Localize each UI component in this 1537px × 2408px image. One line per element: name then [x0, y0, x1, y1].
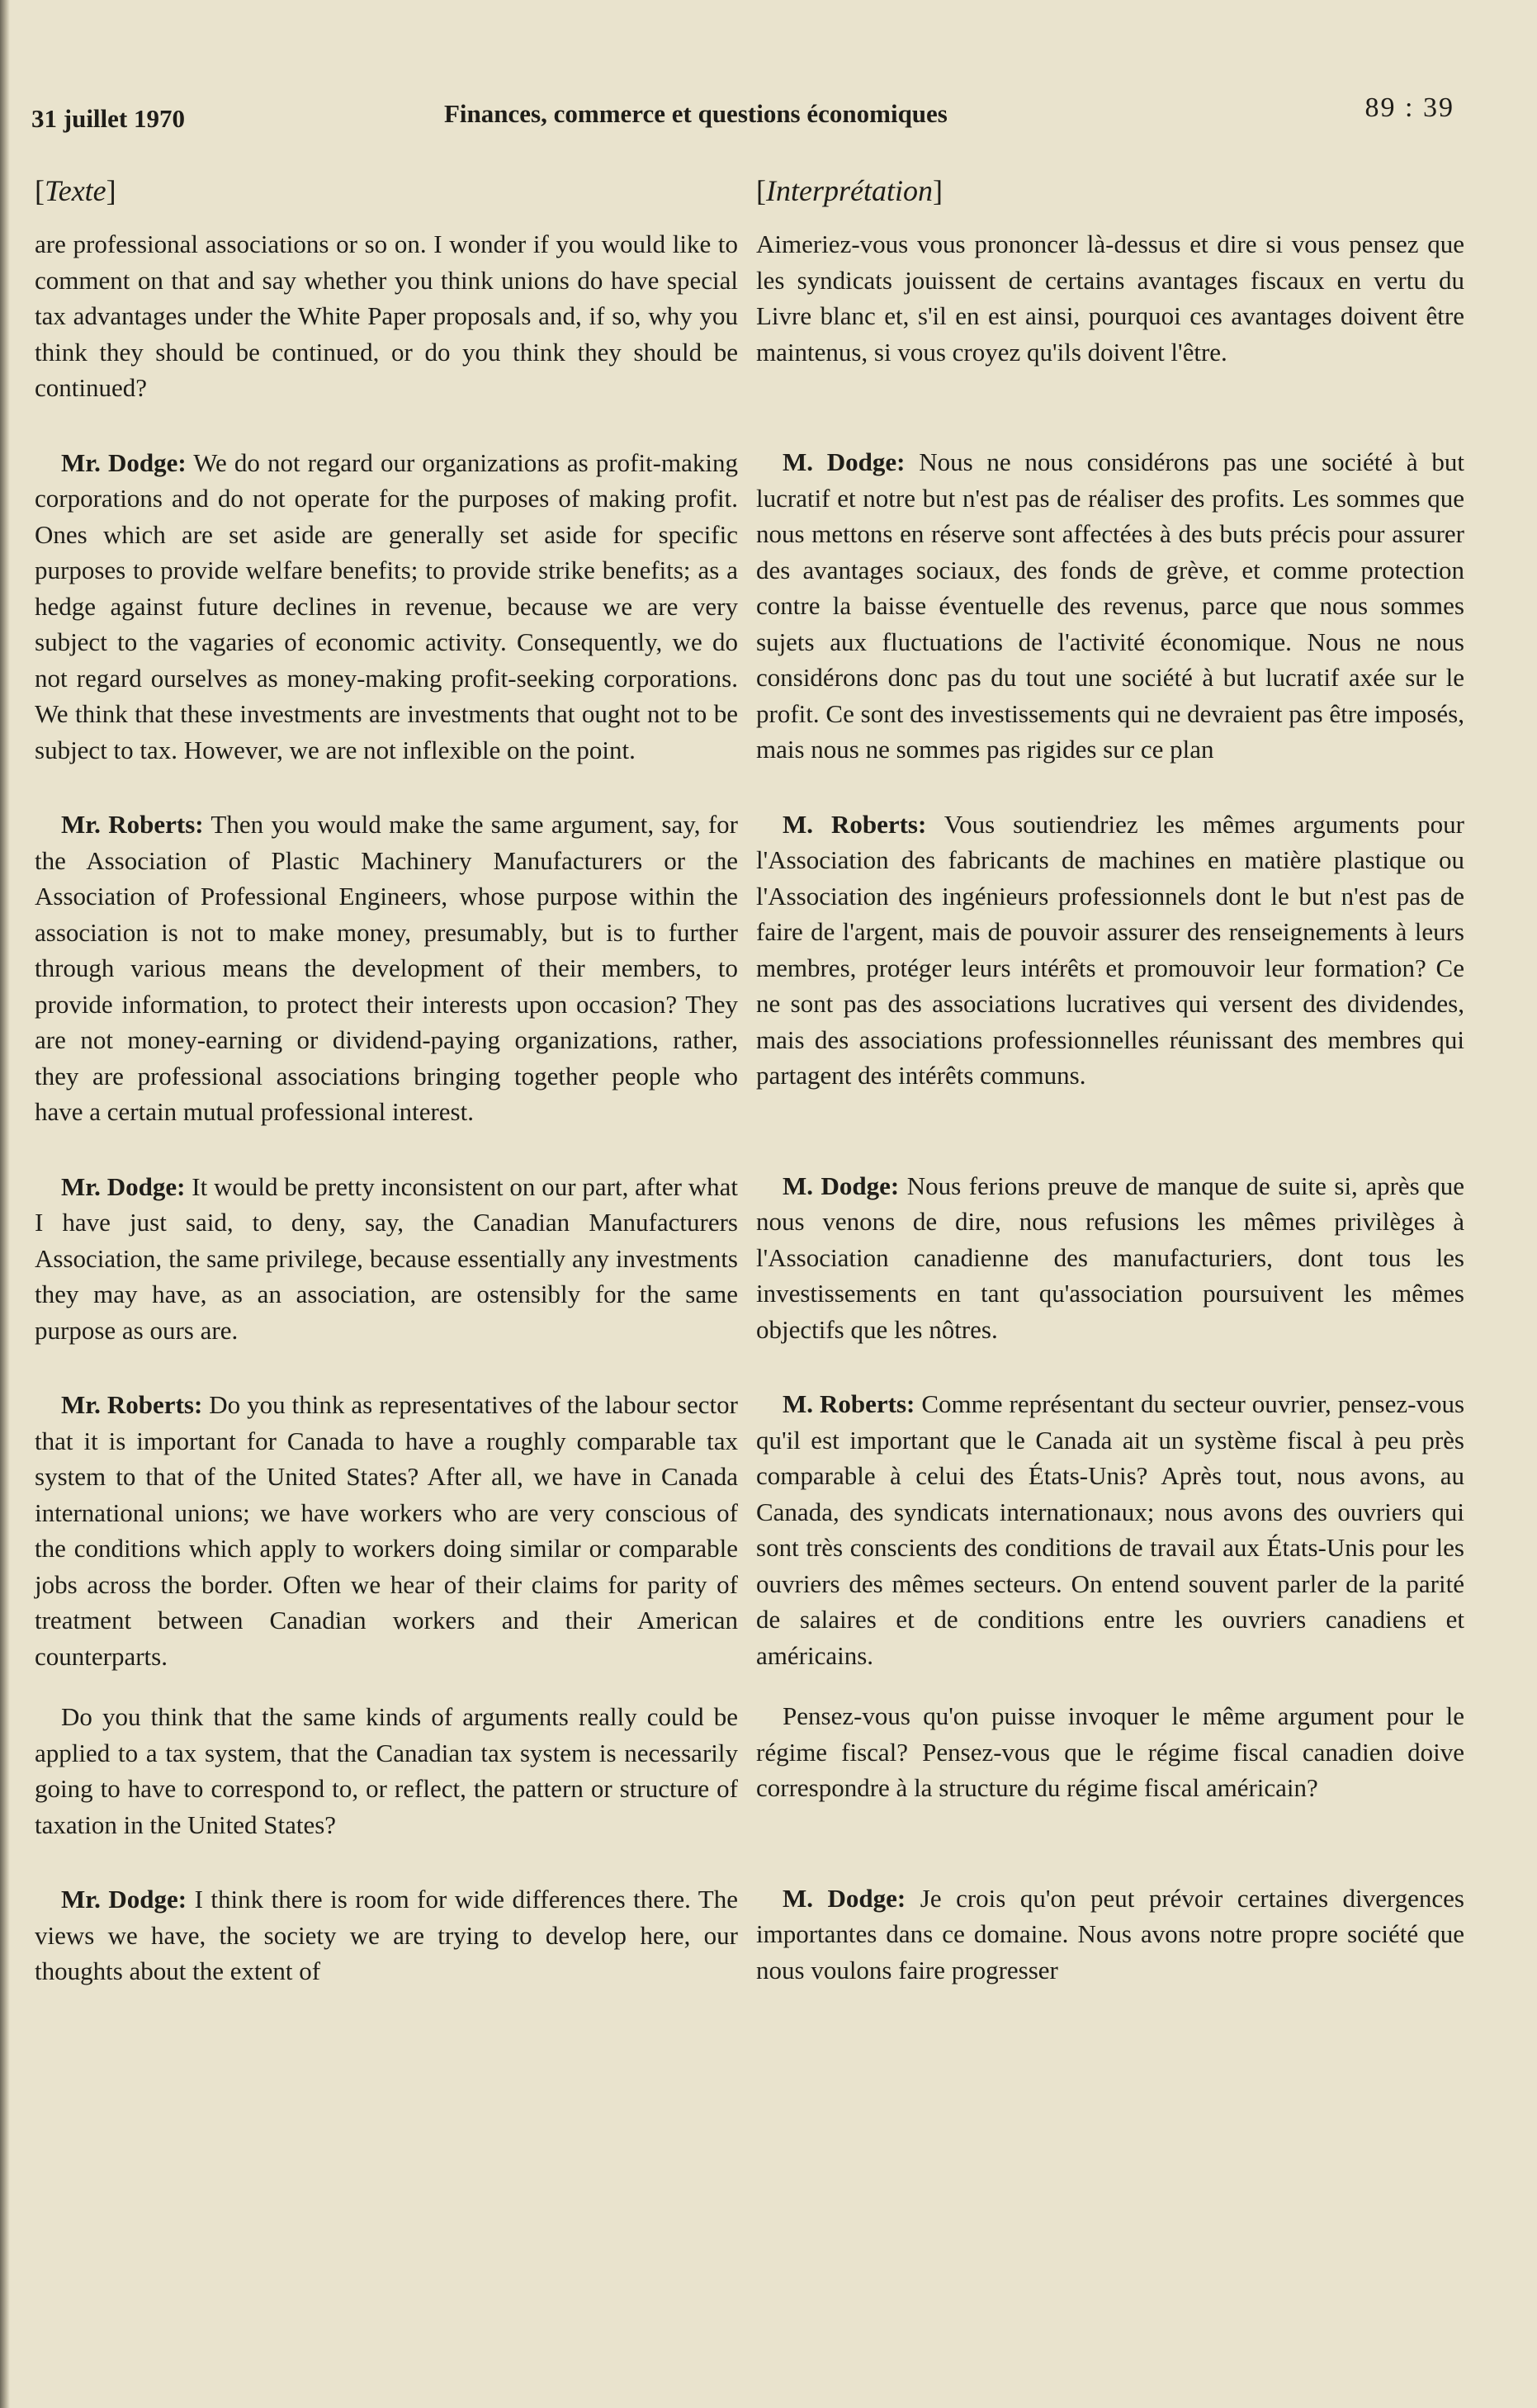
en-paragraph-4: Mr. Dodge: It would be pretty inconsistent on our part, after what I have just said, to deny, say, the Canadian Manufacturers Association, the same privilege, because essentially any investments they may have, as an association, are ostensibly for the same purpose as ours are. [35, 1171, 738, 1345]
speaker-name: M. Dodge: [783, 1883, 906, 1913]
speaker-name: M. Roberts: [783, 809, 927, 839]
en-paragraph-7: Mr. Dodge: I think there is room for wide differences there. The views we have, the society we are trying to develop here, our thoughts about the extent of [35, 1885, 738, 1985]
fr-paragraph-2: M. Dodge: Nous ne nous considérons pas une société à but lucratif et notre but n'est pas de réaliser des profits. Les sommes que nous mettons en réserve sont affectées à des buts précis pour assurer des avantages sociaux, des fonds de grève, et comme protection contre la baisse éventuelle des revenus, parce que nous sommes sujets aux fluctuations de l'activité économique. Nous ne nous considérons donc pas du tout une société à but lucratif axée sur le profit. Ce sont des investissements qui ne devraient pas être imposés, mais nous ne sommes pas rigides sur ce plan [756, 447, 1464, 764]
speaker-name: Mr. Roberts: [61, 810, 204, 839]
en-paragraph-6: Do you think that the same kinds of arguments really could be applied to a tax system, that the Canadian tax system is necessarily going to have to correspond to, or reflect, the pattern or structure of taxation in the United States? [35, 1702, 738, 1839]
fr-paragraph-5: M. Roberts: Comme représentant du secteur ouvrier, pensez-vous qu'il est important que le Canada ait un système fiscal à peu près comparable à celui des États-Unis? Après tout, nous avons, au Canada, des syndicats internationaux; nous avons des ouvriers qui sont très conscients des conditions de travail aux États-Unis pour les ouvriers des mêmes secteurs. On entend souvent parler de la parité de salaires et de conditions entre les ouvriers canadiens et américains. [756, 1389, 1465, 1670]
page-binding-edge [0, 0, 10, 2408]
en-paragraph-3: Mr. Roberts: Then you would make the same argument, say, for the Association of Plastic Machinery Manufacturers or the Association of Professional Engineers, whose purpose within the association is not to make money, presumably, but is to further through various means the development of their members, to provide information, to protect their interests upon occasion? They are not money-earning or dividend-paying organizations, rather, they are professional associations bringing together people who have a certain mutual professional interest. [35, 810, 738, 1126]
en-paragraph-2: Mr. Dodge: We do not regard our organizations as profit-making corporations and do not operate for the purposes of making profit. Ones which are set aside are generally set aside for specific purposes to provide welfare benefits; to provide strike benefits; as a hedge against future declines in revenue, because we are very subject to the vagaries of economic activity. Consequently, we do not regard ourselves as money-making profit-seeking corporations. We think that these investments are investments that ought not to be subject to tax. However, we are not inflexible on the point. [35, 447, 738, 764]
header-date: 31 juillet 1970 [31, 104, 185, 133]
header-title: Finances, commerce et questions économiques [444, 99, 948, 128]
speaker-name: Mr. Dodge: [61, 447, 187, 477]
header-page-number: 89 : 39 [1364, 92, 1454, 123]
speaker-name: Mr. Dodge: [61, 1171, 186, 1201]
speaker-name: M. Roberts: [783, 1389, 915, 1418]
french-column-label: [Interprétation] [756, 174, 943, 207]
english-column-label: [Texte] [35, 174, 116, 207]
speaker-name: M. Dodge: [783, 1171, 900, 1200]
speaker-name: Mr. Dodge: [61, 1885, 187, 1914]
fr-paragraph-3: M. Roberts: Vous soutiendriez les mêmes arguments pour l'Association des fabricants de machines en matière plastique ou l'Association des ingénieurs professionnels dont le but n'est pas de faire de l'argent, mais de pouvoir assurer des renseignements à leurs membres, protéger leurs intérêts et promouvoir leur formation? Ce ne sont pas des associations lucratives qui versent des dividendes, mais des associations professionnelles réunissant des membres qui partagent des intérêts communs. [756, 809, 1464, 1090]
speaker-name: M. Dodge: [783, 447, 906, 476]
fr-paragraph-7: M. Dodge: Je crois qu'on peut prévoir certaines divergences importantes dans ce domaine. Nous avons notre propre société que nous voulons faire progresser [756, 1883, 1464, 1985]
english-column [35, 173, 738, 1989]
fr-paragraph-4: M. Dodge: Nous ferions preuve de manque de suite si, après que nous venons de dire, nous refusions les mêmes privilèges à l'Association canadienne des manufacturiers, dont tous les investissements en tant qu'association poursuivent les mêmes objectifs que les nôtres. [756, 1171, 1464, 1344]
french-column [756, 173, 1464, 1988]
en-paragraph-5: Mr. Roberts: Do you think as representatives of the labour sector that it is important for Canada to have a roughly comparable tax system to that of the United States? After all, we have in Canada international unions; we have workers who are very conscious of the conditions which apply to workers doing similar or comparable jobs across the border. Often we hear of their claims for parity of treatment between Canadian workers and their American counterparts. [35, 1390, 738, 1671]
en-paragraph-1: are professional associations or so on. I wonder if you would like to comment on that and say whether you think unions do have special tax advantages under the White Paper proposals and, if so, why you think they should be continued, or do you think they should be continued? [35, 229, 738, 402]
fr-paragraph-6: Pensez-vous qu'on puisse invoquer le même argument pour le régime fiscal? Pensez-vous que le régime fiscal canadien doive correspondre à la structure du régime fiscal américain? [756, 1701, 1464, 1802]
fr-paragraph-1: Aimeriez-vous vous prononcer là-dessus et dire si vous pensez que les syndicats jouissent de certains avantages fiscaux en vertu du Livre blanc et, s'il en est ainsi, pourquoi ces avantages doivent être maintenus, si vous croyez qu'ils doivent l'être. [756, 229, 1464, 367]
page-header [31, 92, 1454, 142]
speaker-name: Mr. Roberts: [61, 1390, 203, 1419]
